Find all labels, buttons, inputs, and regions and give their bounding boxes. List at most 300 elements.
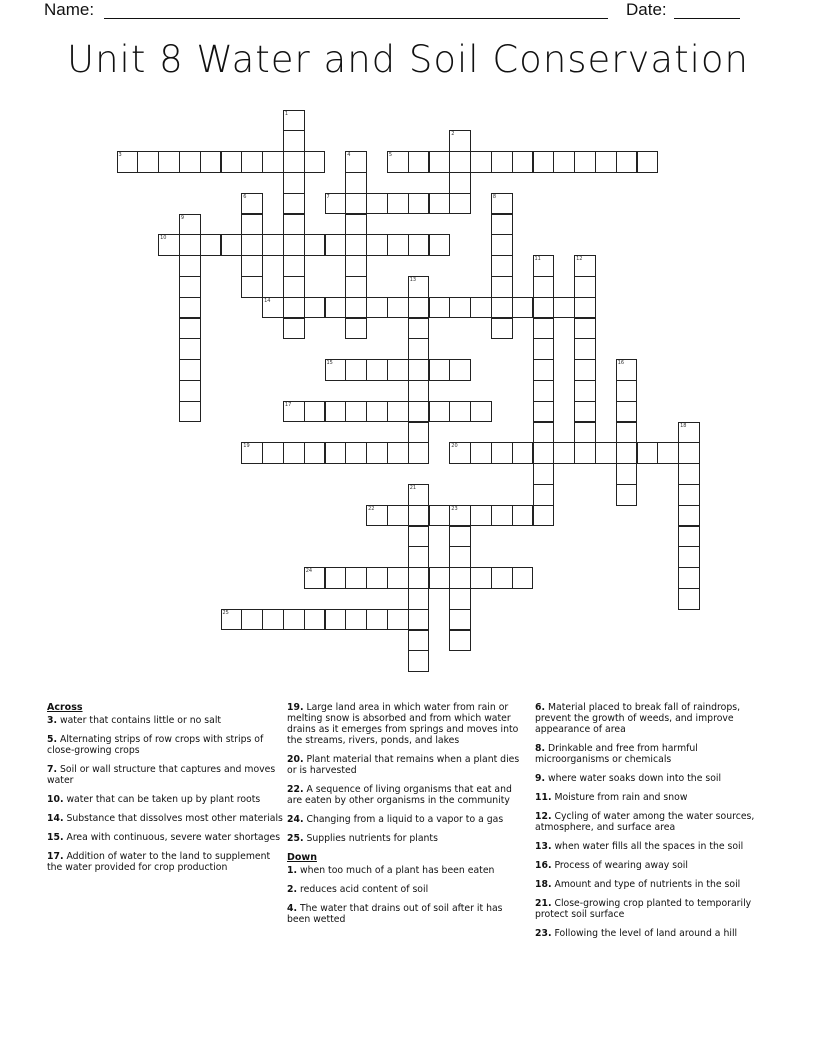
grid-cell[interactable] xyxy=(429,401,451,423)
grid-cell[interactable] xyxy=(387,234,409,256)
grid-cell[interactable] xyxy=(429,234,451,256)
grid-cell[interactable] xyxy=(241,193,263,215)
grid-cell[interactable] xyxy=(345,401,367,423)
grid-cell[interactable] xyxy=(678,546,700,568)
cell-number: 10 xyxy=(160,235,167,242)
clue-number: 3. xyxy=(47,715,58,726)
clue-number: 18. xyxy=(535,879,552,890)
grid-cell[interactable] xyxy=(366,359,388,381)
grid-cell[interactable] xyxy=(595,442,617,464)
grid-cell[interactable] xyxy=(283,255,305,277)
grid-cell[interactable] xyxy=(533,297,555,319)
clue-text: Material placed to break fall of raindrops, prevent the growth of weeds, and improve appearance of area xyxy=(535,702,741,735)
date-label: Date: xyxy=(626,0,667,19)
grid-cell[interactable] xyxy=(158,234,180,256)
grid-cell[interactable] xyxy=(408,193,430,215)
grid-cell[interactable] xyxy=(345,214,367,236)
across-clue xyxy=(47,794,287,805)
grid-cell[interactable] xyxy=(179,401,201,423)
grid-cell[interactable] xyxy=(616,401,638,423)
grid-cell[interactable] xyxy=(304,609,326,631)
grid-cell[interactable] xyxy=(408,484,430,506)
down-clue xyxy=(535,702,775,735)
clue-text: The water that drains out of soil after it has been wetted xyxy=(287,903,503,925)
grid-cell[interactable] xyxy=(408,567,430,589)
grid-cell[interactable] xyxy=(449,151,471,173)
grid-cell[interactable] xyxy=(470,442,492,464)
grid-cell[interactable] xyxy=(449,526,471,548)
grid-cell[interactable] xyxy=(553,297,575,319)
grid-cell[interactable] xyxy=(512,567,534,589)
grid-cell[interactable] xyxy=(366,297,388,319)
grid-cell[interactable] xyxy=(283,193,305,215)
cell-number: 1 xyxy=(284,110,289,117)
grid-cell[interactable] xyxy=(262,609,284,631)
grid-cell[interactable] xyxy=(408,338,430,360)
clue-number: 4. xyxy=(287,903,298,914)
across-clue xyxy=(47,764,287,786)
cell-number: 7 xyxy=(326,193,330,200)
grid-cell[interactable] xyxy=(616,359,638,381)
grid-cell[interactable] xyxy=(533,401,555,423)
grid-cell[interactable] xyxy=(678,505,700,527)
grid-cell[interactable] xyxy=(449,359,471,381)
grid-cell[interactable] xyxy=(449,546,471,568)
grid-cell[interactable] xyxy=(408,442,430,464)
clue-number: 6. xyxy=(535,702,546,713)
grid-cell[interactable] xyxy=(241,276,263,298)
clue-text: Supplies nutrients for plants xyxy=(306,833,438,844)
clue-text: where water soaks down into the soil xyxy=(547,773,722,784)
page-title: Unit 8 Water and Soil Conservation xyxy=(67,38,749,81)
grid-cell[interactable] xyxy=(429,359,451,381)
grid-cell[interactable] xyxy=(533,151,555,173)
grid-cell[interactable] xyxy=(345,609,367,631)
grid-cell[interactable] xyxy=(449,172,471,194)
grid-cell[interactable] xyxy=(574,338,596,360)
down-clue xyxy=(535,811,775,833)
across-clue xyxy=(287,754,527,776)
grid-cell[interactable] xyxy=(512,151,534,173)
down-clue xyxy=(535,928,775,939)
down-clue xyxy=(535,879,775,890)
grid-cell[interactable] xyxy=(491,442,513,464)
cell-number: 11 xyxy=(534,256,541,263)
grid-cell[interactable] xyxy=(470,297,492,319)
name-label: Name: xyxy=(44,0,95,19)
grid-cell[interactable] xyxy=(408,630,430,652)
across-clue xyxy=(47,734,287,756)
grid-cell[interactable] xyxy=(221,151,243,173)
grid-cell[interactable] xyxy=(512,297,534,319)
clue-number: 17. xyxy=(47,851,64,862)
grid-cell[interactable] xyxy=(616,380,638,402)
grid-cell[interactable] xyxy=(449,588,471,610)
grid-cell[interactable] xyxy=(325,401,347,423)
grid-cell[interactable] xyxy=(241,442,263,464)
grid-cell[interactable] xyxy=(574,318,596,340)
clue-text: Area with continuous, severe water shortages xyxy=(66,832,281,843)
grid-cell[interactable] xyxy=(678,567,700,589)
grid-cell[interactable] xyxy=(387,297,409,319)
grid-cell[interactable] xyxy=(387,609,409,631)
grid-cell[interactable] xyxy=(553,442,575,464)
clue-number: 24. xyxy=(287,814,304,825)
grid-cell[interactable] xyxy=(241,255,263,277)
grid-cell[interactable] xyxy=(345,442,367,464)
grid-cell[interactable] xyxy=(408,234,430,256)
clue-number: 5. xyxy=(47,734,58,745)
grid-cell[interactable] xyxy=(553,151,575,173)
grid-cell[interactable] xyxy=(408,359,430,381)
grid-cell[interactable] xyxy=(366,505,388,527)
grid-cell[interactable] xyxy=(616,463,638,485)
grid-cell[interactable] xyxy=(533,422,555,444)
cell-number: 22 xyxy=(368,505,375,512)
grid-cell[interactable] xyxy=(657,442,679,464)
grid-cell[interactable] xyxy=(491,297,513,319)
cell-number: 2 xyxy=(451,131,455,138)
grid-cell[interactable] xyxy=(574,442,596,464)
grid-cell[interactable] xyxy=(325,193,347,215)
grid-cell[interactable] xyxy=(179,318,201,340)
grid-cell[interactable] xyxy=(387,505,409,527)
cell-number: 13 xyxy=(409,276,417,283)
clue-number: 8. xyxy=(535,743,546,754)
grid-cell[interactable] xyxy=(449,401,471,423)
grid-cell[interactable] xyxy=(678,484,700,506)
grid-cell[interactable] xyxy=(345,172,367,194)
clue-text: Changing from a liquid to a vapor to a gas xyxy=(306,814,504,825)
clue-text: Process of wearing away soil xyxy=(554,860,688,871)
grid-cell[interactable] xyxy=(304,297,326,319)
down-clue xyxy=(535,898,775,920)
across-heading: Across xyxy=(47,702,83,713)
grid-cell[interactable] xyxy=(345,297,367,319)
cell-number: 14 xyxy=(264,297,271,304)
grid-cell[interactable] xyxy=(408,380,430,402)
grid-cell[interactable] xyxy=(241,609,263,631)
grid-cell[interactable] xyxy=(241,234,263,256)
grid-cell[interactable] xyxy=(449,442,471,464)
grid-cell[interactable] xyxy=(283,442,305,464)
grid-cell[interactable] xyxy=(449,567,471,589)
grid-cell[interactable] xyxy=(387,151,409,173)
grid-cell[interactable] xyxy=(449,130,471,152)
clue-text: Substance that dissolves most other materials xyxy=(66,813,283,824)
grid-cell[interactable] xyxy=(616,442,638,464)
grid-cell[interactable] xyxy=(449,297,471,319)
grid-cell[interactable] xyxy=(408,401,430,423)
down-clue xyxy=(287,884,527,895)
grid-cell[interactable] xyxy=(491,193,513,215)
grid-cell[interactable] xyxy=(387,359,409,381)
grid-cell[interactable] xyxy=(283,401,305,423)
grid-cell[interactable] xyxy=(408,151,430,173)
clue-text: Cycling of water among the water sources, atmosphere, and surface area xyxy=(535,811,755,833)
grid-cell[interactable] xyxy=(179,151,201,173)
grid-cell[interactable] xyxy=(179,276,201,298)
grid-cell[interactable] xyxy=(449,609,471,631)
grid-cell[interactable] xyxy=(533,359,555,381)
cell-number: 19 xyxy=(243,443,250,450)
grid-cell[interactable] xyxy=(408,505,430,527)
grid-cell[interactable] xyxy=(283,151,305,173)
grid-cell[interactable] xyxy=(325,609,347,631)
grid-cell[interactable] xyxy=(533,505,555,527)
clue-text: Moisture from rain and snow xyxy=(554,792,688,803)
grid-cell[interactable] xyxy=(179,359,201,381)
grid-cell[interactable] xyxy=(221,234,243,256)
grid-cell[interactable] xyxy=(304,401,326,423)
cell-number: 9 xyxy=(180,214,185,221)
clue-text: Alternating strips of row crops with strips of close-growing crops xyxy=(47,734,264,756)
grid-cell[interactable] xyxy=(491,214,513,236)
down-clue xyxy=(535,792,775,803)
grid-cell[interactable] xyxy=(179,297,201,319)
grid-cell[interactable] xyxy=(678,422,700,444)
clue-number: 15. xyxy=(47,832,64,843)
grid-cell[interactable] xyxy=(616,422,638,444)
grid-cell[interactable] xyxy=(283,318,305,340)
clue-text: Following the level of land around a hill xyxy=(554,928,738,939)
grid-cell[interactable] xyxy=(616,151,638,173)
grid-cell[interactable] xyxy=(512,442,534,464)
grid-cell[interactable] xyxy=(179,380,201,402)
grid-cell[interactable] xyxy=(387,401,409,423)
grid-cell[interactable] xyxy=(283,110,305,132)
grid-cell[interactable] xyxy=(262,151,284,173)
grid-cell[interactable] xyxy=(366,401,388,423)
clue-number: 13. xyxy=(535,841,552,852)
grid-cell[interactable] xyxy=(408,609,430,631)
grid-cell[interactable] xyxy=(262,234,284,256)
clue-text: when water fills all the spaces in the soil xyxy=(554,841,744,852)
clue-number: 22. xyxy=(287,784,304,795)
grid-cell[interactable] xyxy=(470,151,492,173)
grid-cell[interactable] xyxy=(574,255,596,277)
grid-cell[interactable] xyxy=(366,609,388,631)
grid-cell[interactable] xyxy=(637,151,659,173)
grid-cell[interactable] xyxy=(345,359,367,381)
grid-cell[interactable] xyxy=(449,505,471,527)
grid-cell[interactable] xyxy=(325,359,347,381)
grid-cell[interactable] xyxy=(449,193,471,215)
grid-cell[interactable] xyxy=(533,255,555,277)
grid-cell[interactable] xyxy=(470,567,492,589)
cell-number: 18 xyxy=(680,422,687,429)
clue-text: reduces acid content of soil xyxy=(299,884,429,895)
grid-cell[interactable] xyxy=(304,567,326,589)
grid-cell[interactable] xyxy=(429,505,451,527)
clue-text: Large land area in which water from rain or melting snow is absorbed and from which water drains as it emerges from springs and moves into the streams, rivers, ponds, and lakes xyxy=(287,702,519,746)
grid-cell[interactable] xyxy=(533,338,555,360)
across-clue xyxy=(287,833,527,844)
across-clue xyxy=(287,814,527,825)
clue-text: A sequence of living organisms that eat and are eaten by other organisms in the community xyxy=(287,784,512,806)
cell-number: 21 xyxy=(409,484,417,491)
grid-cell[interactable] xyxy=(408,588,430,610)
grid-cell[interactable] xyxy=(325,567,347,589)
grid-cell[interactable] xyxy=(345,193,367,215)
grid-cell[interactable] xyxy=(408,526,430,548)
grid-cell[interactable] xyxy=(345,234,367,256)
grid-cell[interactable] xyxy=(408,297,430,319)
across-clue xyxy=(287,784,527,806)
grid-cell[interactable] xyxy=(283,276,305,298)
grid-cell[interactable] xyxy=(429,193,451,215)
clue-number: 14. xyxy=(47,813,64,824)
grid-cell[interactable] xyxy=(470,505,492,527)
grid-cell[interactable] xyxy=(200,151,222,173)
grid-cell[interactable] xyxy=(408,318,430,340)
grid-cell[interactable] xyxy=(325,234,347,256)
grid-cell[interactable] xyxy=(241,151,263,173)
grid-cell[interactable] xyxy=(470,401,492,423)
grid-cell[interactable] xyxy=(533,484,555,506)
grid-cell[interactable] xyxy=(345,567,367,589)
clue-number: 10. xyxy=(47,794,64,805)
clue-text: when too much of a plant has been eaten xyxy=(299,865,495,876)
grid-cell[interactable] xyxy=(283,172,305,194)
down-clue xyxy=(535,841,775,852)
grid-cell[interactable] xyxy=(283,214,305,236)
clue-number: 25. xyxy=(287,833,304,844)
grid-cell[interactable] xyxy=(241,214,263,236)
clue-number: 12. xyxy=(535,811,552,822)
grid-cell[interactable] xyxy=(429,567,451,589)
grid-cell[interactable] xyxy=(408,422,430,444)
grid-cell[interactable] xyxy=(491,151,513,173)
grid-cell[interactable] xyxy=(387,442,409,464)
grid-cell[interactable] xyxy=(574,401,596,423)
grid-cell[interactable] xyxy=(678,526,700,548)
grid-cell[interactable] xyxy=(304,442,326,464)
grid-cell[interactable] xyxy=(200,234,222,256)
grid-cell[interactable] xyxy=(283,130,305,152)
cell-number: 16 xyxy=(617,360,625,367)
grid-cell[interactable] xyxy=(637,442,659,464)
grid-cell[interactable] xyxy=(387,567,409,589)
grid-cell[interactable] xyxy=(262,297,284,319)
grid-cell[interactable] xyxy=(366,567,388,589)
grid-cell[interactable] xyxy=(345,318,367,340)
across-clue xyxy=(47,851,287,873)
grid-cell[interactable] xyxy=(345,276,367,298)
clue-text: water that can be taken up by plant roots xyxy=(66,794,261,805)
grid-cell[interactable] xyxy=(325,442,347,464)
grid-cell[interactable] xyxy=(574,151,596,173)
grid-cell[interactable] xyxy=(491,234,513,256)
clue-number: 21. xyxy=(535,898,552,909)
clue-text: Close-growing crop planted to temporarily protect soil surface xyxy=(535,898,752,920)
grid-cell[interactable] xyxy=(616,484,638,506)
cell-number: 4 xyxy=(347,152,351,159)
clue-text: Addition of water to the land to supplement the water provided for crop production xyxy=(47,851,271,873)
grid-cell[interactable] xyxy=(429,297,451,319)
grid-cell[interactable] xyxy=(387,193,409,215)
grid-cell[interactable] xyxy=(449,630,471,652)
clue-number: 2. xyxy=(287,884,298,895)
grid-cell[interactable] xyxy=(678,442,700,464)
grid-cell[interactable] xyxy=(345,151,367,173)
grid-cell[interactable] xyxy=(366,442,388,464)
cell-number: 20 xyxy=(451,443,458,450)
grid-cell[interactable] xyxy=(678,588,700,610)
grid-cell[interactable] xyxy=(408,650,430,672)
grid-cell[interactable] xyxy=(179,234,201,256)
clue-column-2 xyxy=(287,702,527,933)
grid-cell[interactable] xyxy=(345,255,367,277)
grid-cell[interactable] xyxy=(283,297,305,319)
grid-cell[interactable] xyxy=(533,442,555,464)
grid-cell[interactable] xyxy=(533,276,555,298)
across-clue xyxy=(47,715,287,726)
clue-number: 11. xyxy=(535,792,552,803)
grid-cell[interactable] xyxy=(574,422,596,444)
grid-cell[interactable] xyxy=(512,505,534,527)
grid-cell[interactable] xyxy=(262,442,284,464)
grid-cell[interactable] xyxy=(366,193,388,215)
cell-number: 17 xyxy=(284,401,292,408)
cell-number: 6 xyxy=(243,193,247,200)
grid-cell[interactable] xyxy=(283,234,305,256)
grid-cell[interactable] xyxy=(179,338,201,360)
clue-text: Plant material that remains when a plant dies or is harvested xyxy=(287,754,520,776)
down-clue xyxy=(535,743,775,765)
across-clue xyxy=(47,832,287,843)
down-clue xyxy=(535,860,775,871)
cell-number: 24 xyxy=(305,568,313,575)
grid-cell[interactable] xyxy=(574,297,596,319)
grid-cell[interactable] xyxy=(304,151,326,173)
grid-cell[interactable] xyxy=(366,234,388,256)
grid-cell[interactable] xyxy=(574,380,596,402)
grid-cell[interactable] xyxy=(408,546,430,568)
grid-cell[interactable] xyxy=(533,380,555,402)
clue-text: Drinkable and free from harmful microorganisms or chemicals xyxy=(535,743,698,765)
grid-cell[interactable] xyxy=(491,567,513,589)
grid-cell[interactable] xyxy=(283,609,305,631)
across-clue xyxy=(287,702,527,746)
grid-cell[interactable] xyxy=(137,151,159,173)
grid-cell[interactable] xyxy=(429,151,451,173)
clue-number: 9. xyxy=(535,773,546,784)
grid-cell[interactable] xyxy=(304,234,326,256)
grid-cell[interactable] xyxy=(179,214,201,236)
grid-cell[interactable] xyxy=(678,463,700,485)
clue-column-3 xyxy=(535,702,775,947)
grid-cell[interactable] xyxy=(491,318,513,340)
clue-number: 19. xyxy=(287,702,304,713)
grid-cell[interactable] xyxy=(574,276,596,298)
grid-cell[interactable] xyxy=(574,359,596,381)
grid-cell[interactable] xyxy=(533,463,555,485)
clue-text: Amount and type of nutrients in the soil xyxy=(554,879,741,890)
cell-number: 23 xyxy=(451,505,458,512)
grid-cell[interactable] xyxy=(408,276,430,298)
grid-cell[interactable] xyxy=(533,318,555,340)
grid-cell[interactable] xyxy=(491,255,513,277)
grid-cell[interactable] xyxy=(325,297,347,319)
grid-cell[interactable] xyxy=(491,276,513,298)
grid-cell[interactable] xyxy=(158,151,180,173)
grid-cell[interactable] xyxy=(595,151,617,173)
grid-cell[interactable] xyxy=(491,505,513,527)
grid-cell[interactable] xyxy=(117,151,139,173)
grid-cell[interactable] xyxy=(221,609,243,631)
grid-cell[interactable] xyxy=(179,255,201,277)
